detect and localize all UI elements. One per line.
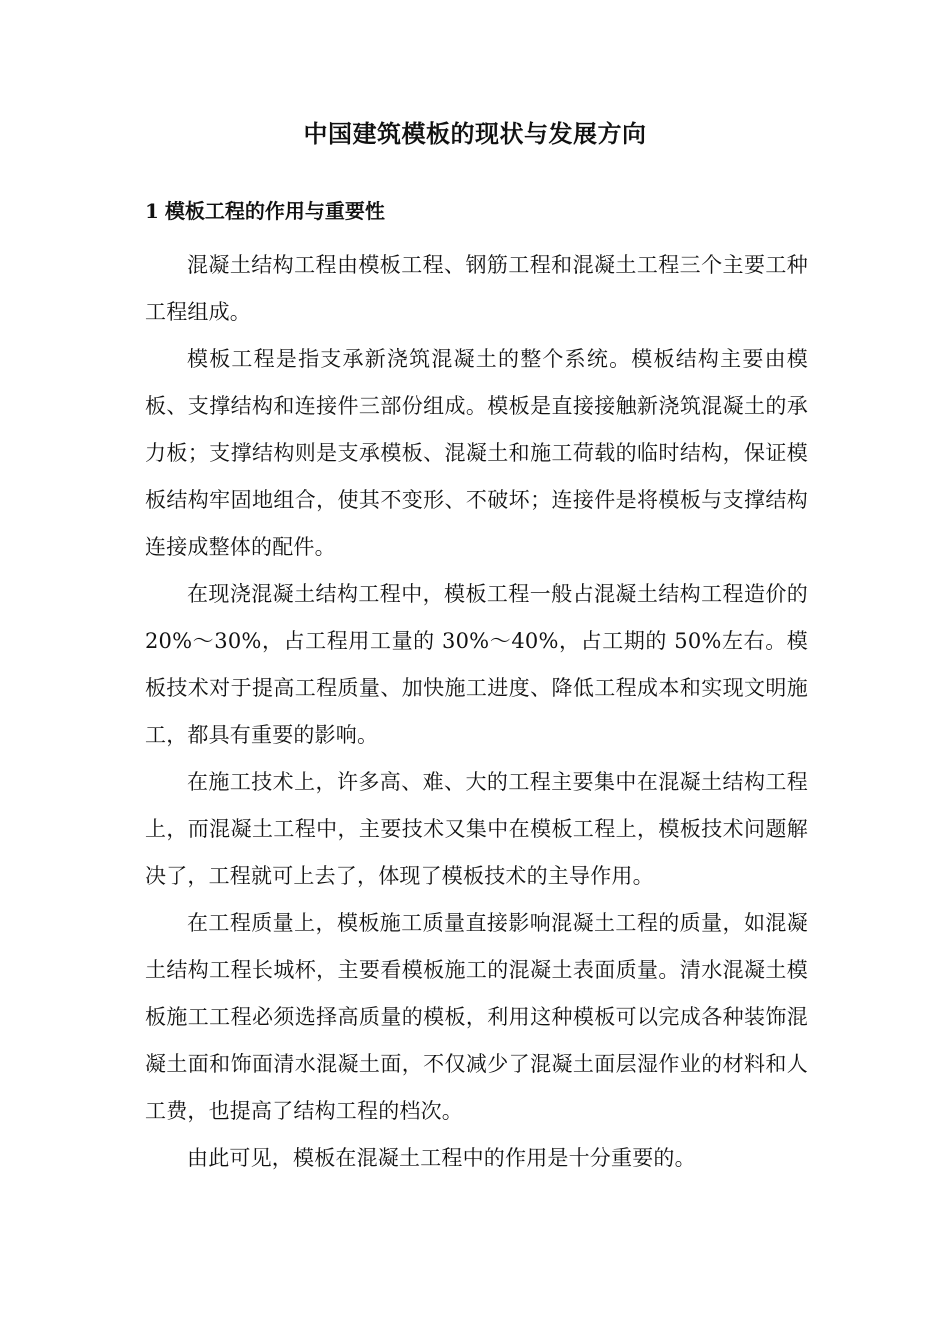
section-number: 1 [145, 199, 159, 223]
document-body [145, 242, 808, 1182]
section-heading [145, 196, 385, 226]
paragraph: 在工程质量上，模板施工质量直接影响混凝土工程的质量，如混凝土结构工程长城杯，主要看模板施工的混凝土表面质量。清水混凝土模板施工工程必须选择高质量的模板，利用这种模板可以完成各种装饰混凝土面和饰面清水混凝土面，不仅减少了混凝土面层湿作业的材料和人工费，也提高了结构工程的档次。 [145, 911, 808, 1123]
document-title: 中国建筑模板的现状与发展方向 [303, 119, 647, 148]
paragraph: 由此可见，模板在混凝土工程中的作用是十分重要的。 [187, 1146, 696, 1170]
paragraph: 在现浇混凝土结构工程中，模板工程一般占混凝土结构工程造价的 20%～30%，占工程用工量的 30%～40%，占工期的 50%左右。模板技术对于提高工程质量、加快施工进度、降低工程成本和实现文明施工，都具有重要的影响。 [145, 582, 808, 747]
paragraph: 混凝土结构工程由模板工程、钢筋工程和混凝土工程三个主要工种工程组成。 [145, 253, 808, 324]
paragraph: 模板工程是指支承新浇筑混凝土的整个系统。模板结构主要由模板、支撑结构和连接件三部份组成。模板是直接接触新浇筑混凝土的承力板；支撑结构则是支承模板、混凝土和施工荷载的临时结构，保证模板结构牢固地组合，使其不变形、不破坏；连接件是将模板与支撑结构连接成整体的配件。 [145, 347, 808, 559]
section-title: 模板工程的作用与重要性 [164, 199, 385, 223]
paragraph: 在施工技术上，许多高、难、大的工程主要集中在混凝土结构工程上，而混凝土工程中，主要技术又集中在模板工程上，模板技术问题解决了，工程就可上去了，体现了模板技术的主导作用。 [145, 770, 808, 888]
